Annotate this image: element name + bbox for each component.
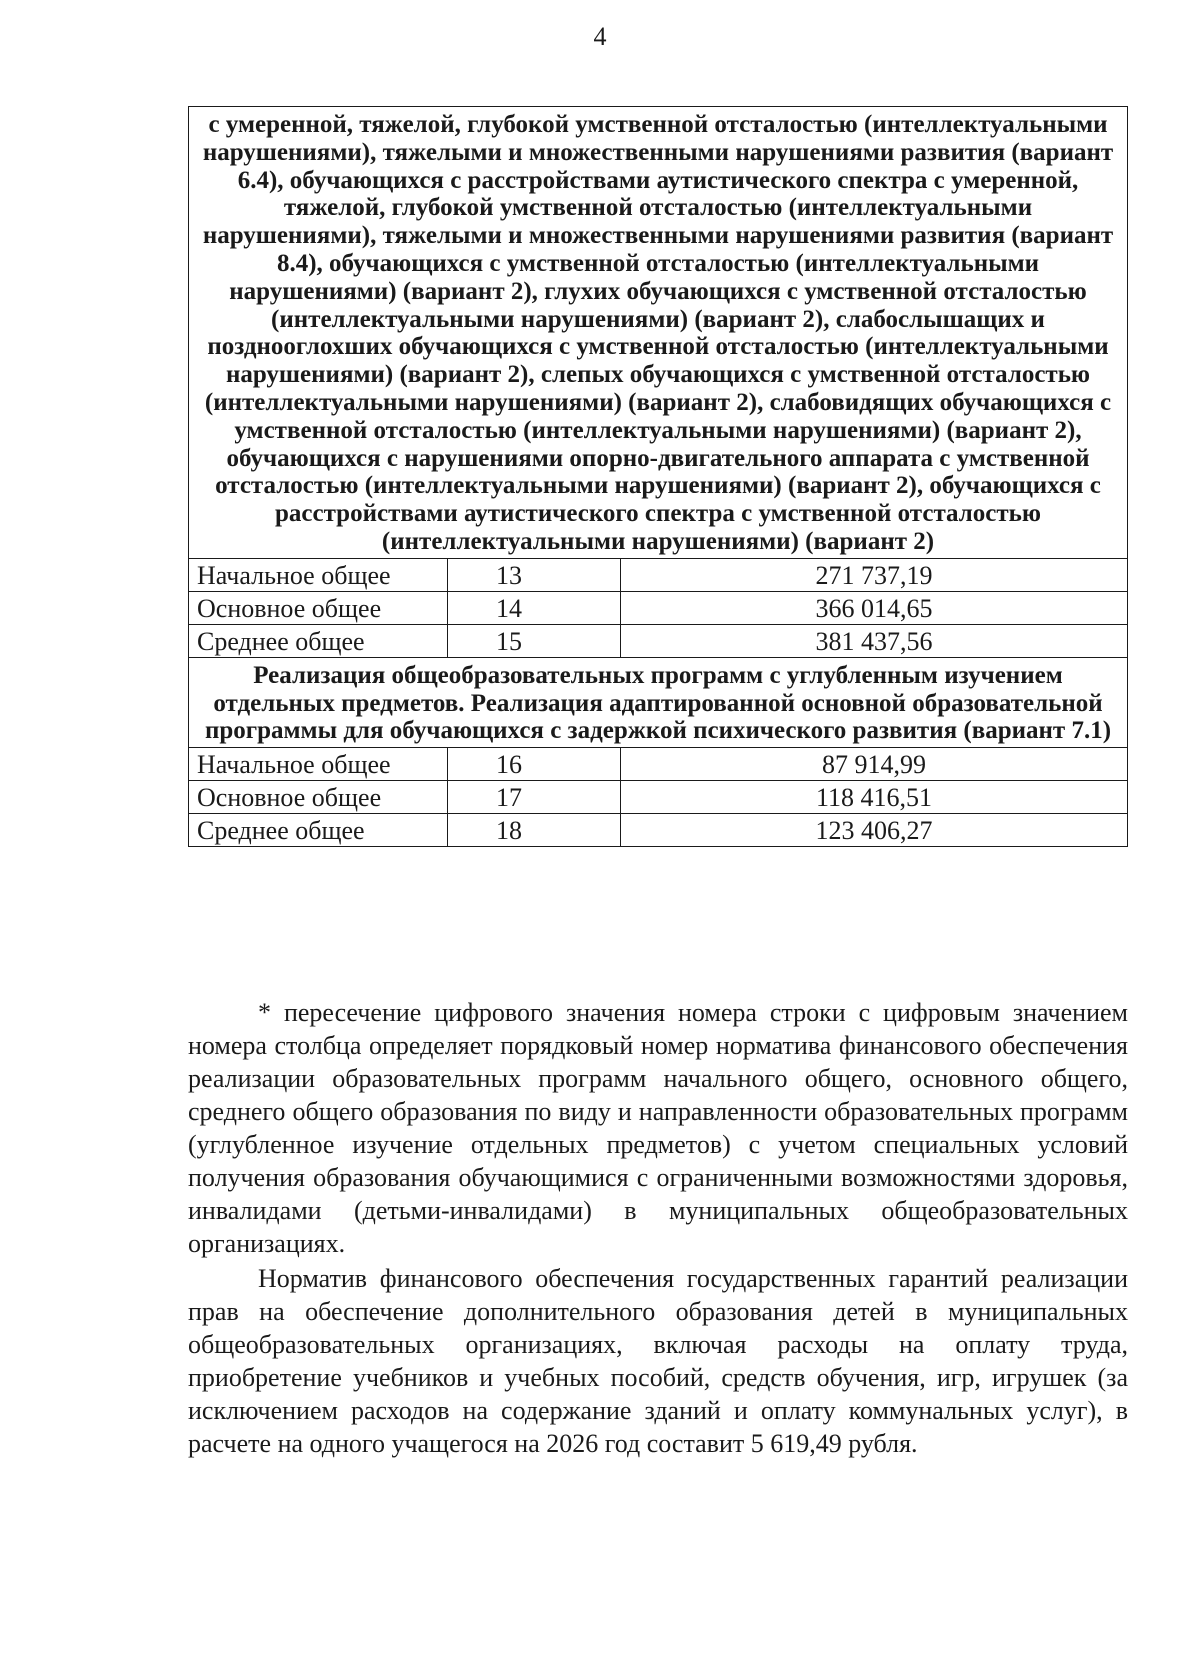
row-code: 14 <box>448 591 621 624</box>
normative-value: 271 737,19 <box>621 558 1128 591</box>
education-level: Основное общее <box>189 591 448 624</box>
row-code: 18 <box>448 814 621 847</box>
table-row <box>189 748 1128 781</box>
education-level: Среднее общее <box>189 624 448 657</box>
footnote-mark: * <box>258 998 271 1027</box>
footnote-text: пересечение цифрового значения номера строки с цифровым значением номера столбца определяет порядковый номер норматива финансового обеспечения реализации образовательных программ начального общего, основного общего, среднего общего образования по виду и направленности образовательных программ (углубленное изучение отдельных предметов) с учетом специальных условий получения образования обучающимися с ограниченными возможностями здоровья, инвалидами (детьми-инвалидами) в муниципальных общеобразовательных организациях. <box>188 998 1128 1258</box>
normative-value: 366 014,65 <box>621 591 1128 624</box>
row-code: 17 <box>448 781 621 814</box>
education-level: Начальное общее <box>189 748 448 781</box>
row-code: 13 <box>448 558 621 591</box>
section-header: Реализация общеобразовательных программ с углубленным изучением отдельных предметов. Реализация адаптированной основной образовательной программы для обучающихся с задержкой психического развития (вариант 7.1) <box>189 657 1128 747</box>
normative-value: 381 437,56 <box>621 624 1128 657</box>
education-level: Основное общее <box>189 781 448 814</box>
normative-value: 118 416,51 <box>621 781 1128 814</box>
normatives-table <box>188 106 1128 847</box>
section-header: с умеренной, тяжелой, глубокой умственной отсталостью (интеллектуальными нарушениями), тяжелыми и множественными нарушениями развития (вариант 6.4), обучающихся с расстройствами аутистического спектра с умеренной, тяжелой, глубокой умственной отсталостью (интеллектуальными нарушениями), тяжелыми и множественными нарушениями развития (вариант 8.4), обучающихся с умственной отсталостью (интеллектуальными нарушениями) (вариант 2), глухих обучающихся с умственной отсталостью (интеллектуальными нарушениями) (вариант 2), слабослышащих и позднооглохших обучающихся с умственной отсталостью (интеллектуальными нарушениями) (вариант 2), слепых обучающихся с умственной отсталостью (интеллектуальными нарушениями) (вариант 2), слабовидящих обучающихся с умственной отсталостью (интеллектуальными нарушениями) (вариант 2), обучающихся с нарушениями опорно-двигательного аппарата с умственной отсталостью (интеллектуальными нарушениями) (вариант 2), обучающихся с расстройствами аутистического спектра с умственной отсталостью (интеллектуальными нарушениями) (вариант 2) <box>189 107 1128 559</box>
education-level: Среднее общее <box>189 814 448 847</box>
normative-value: 123 406,27 <box>621 814 1128 847</box>
footnote <box>188 996 1128 1260</box>
row-code: 15 <box>448 624 621 657</box>
table-row <box>189 558 1128 591</box>
table-row <box>189 624 1128 657</box>
table-row <box>189 814 1128 847</box>
section-header-row <box>189 107 1128 559</box>
normative-value: 87 914,99 <box>621 748 1128 781</box>
page-number: 4 <box>593 22 607 51</box>
table-row <box>189 781 1128 814</box>
section-header-row <box>189 657 1128 747</box>
row-code: 16 <box>448 748 621 781</box>
table-row <box>189 591 1128 624</box>
education-level: Начальное общее <box>189 558 448 591</box>
body-paragraph: Норматив финансового обеспечения государственных гарантий реализации прав на обеспечение дополнительного образования детей в муниципальных общеобразовательных организациях, включая расходы на оплату труда, приобретение учебников и учебных пособий, средств обучения, игр, игрушек (за исключением расходов на содержание зданий и оплату коммунальных услуг), в расчете на одного учащегося на 2026 год составит 5 619,49 рубля. <box>188 1264 1128 1458</box>
